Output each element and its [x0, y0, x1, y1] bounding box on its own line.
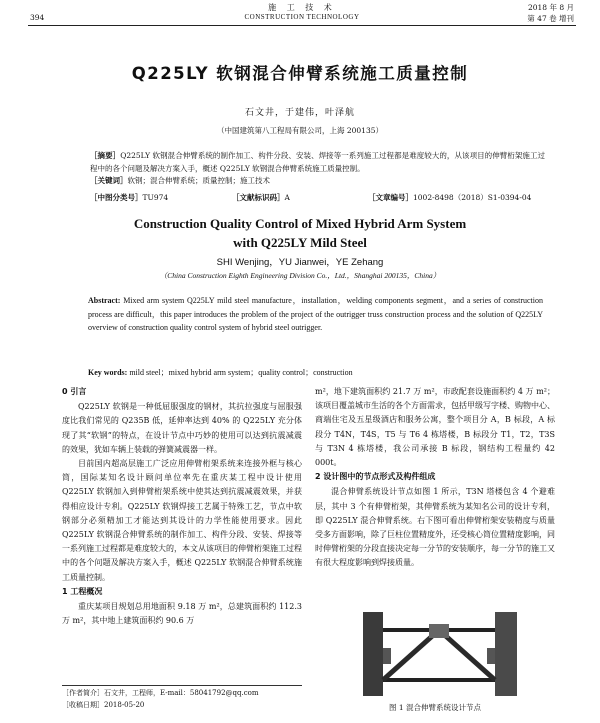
footnote-author: ［作者简介］石文井，工程师，E-mail：58041792@qq.com	[62, 689, 259, 697]
abstract-cn-label: ［摘要］	[90, 151, 121, 160]
issue-volume: 第 47 卷 增刊	[527, 14, 574, 23]
affiliation-cn: （中国建筑第八工程局有限公司，上海 200135）	[216, 126, 383, 135]
section-1-paragraph-1: 重庆某项目规划总用地面积 9.18 万 m²，总建筑面积约 112.3 万 m²，其中地上建筑面积约 90.6 万	[62, 602, 302, 626]
section-2-paragraph-1: 混合伸臂系统设计节点如图 1 所示，T3N 塔楼包含 4 个避难层，其中 3 个有伸臂桁架，其伸臂系统为某知名公司的设计专利，即 Q225LY 混合伸臂系统。右下图可看出伸臂桁架安装精度与质量受多方面影响，除了巨柱位置精度外，还受核心筒位置精度影响，同时伸臂桁架的分段直接决定每一分节的安装顺序，每一分节的施工又有很大程度影响到焊接质量。	[315, 487, 555, 568]
page-number: 394	[30, 13, 45, 22]
abstract-en-text: Mixed arm system Q225LY mild steel manufacture，installation，welding components segment，and a series of construction process are difficult，this paper introduces the problem of the project of the outrigger truss construction process and the solution of Q225LY overview of construction quality control system of hybrid steel outrigger.	[88, 296, 543, 332]
article-number: ［文章编号］1002-8498（2018）S1-0394-04	[368, 193, 532, 202]
journal-title-en: CONSTRUCTION TECHNOLOGY	[244, 13, 360, 21]
left-column	[62, 385, 302, 628]
keywords-en-label: Key words:	[88, 368, 128, 377]
article-title-cn: Q225LY 软钢混合伸臂系统施工质量控制	[131, 64, 469, 83]
issue-date: 2018 年 8 月	[527, 3, 574, 12]
affiliation-en: （China Construction Eighth Engineering Division Co.，Ltd.，Shanghai 200135，China）	[159, 271, 441, 280]
section-1-title: 1 工程概况	[62, 586, 103, 596]
mild-steel-damper-node	[429, 624, 449, 638]
core-wall-right	[495, 612, 517, 696]
clc-number: ［中图分类号］TU974	[90, 193, 169, 202]
section-0-paragraph-1: Q225LY 软钢是一种低屈服强度的钢材，其抗拉强度与屈服强度比我们常见的 Q235B 低，延伸率达到 40% 的 Q225LY 充分体现了其“软钢”的特点，在设计节点中巧妙的使用可以达到抗震减震的效果，犹如车辆上装载的弹簧减震器一样。	[62, 402, 302, 454]
abstract-en	[88, 294, 543, 335]
abstract-cn-text: Q225LY 软钢混合伸臂系统的制作加工、构件分段、安装、焊接等一系列施工过程都是难度较大的，从该项目的伸臂桁架施工过程中的各个问题及解决方案入手，概述 Q225LY 软钢混合伸臂系统施工质量控制。	[90, 151, 546, 173]
authors-cn: 石文井，于建伟，叶泽航	[244, 108, 355, 118]
figure-1-caption: 图 1 混合伸臂系统设计节点	[388, 703, 482, 712]
authors-en: SHI Wenjing，YU Jianwei，YE Zehang	[216, 257, 384, 268]
connection-plate-right	[487, 648, 495, 664]
abstract-en-label: Abstract:	[88, 296, 121, 305]
section-0-paragraph-2: 目前国内超高层施工广泛应用伸臂桁架系统来连接外框与核心筒，国际某知名设计顾问单位率先在重庆某工程中设计使用 Q225LY 软钢加入到伸臂桁架系统中使其达到抗震减震效果，并获得相应设计专利。Q225LY 软钢焊接工艺属于特殊工艺，节点中软钢部分必须精加工才能达到其设计的力学性能使用要求。因此 Q225LY 软钢混合伸臂系统的制作加工、构件分段、安装、焊接等一系列施工过程都是难度较大的，本文从该项目的伸臂桁架施工过程中的各个问题及解决方案入手，概述 Q225LY 软钢混合伸臂系统施工质量控制。	[62, 459, 302, 582]
mega-column-left	[363, 612, 383, 696]
right-column	[315, 385, 555, 571]
running-header	[28, 2, 576, 26]
article-title-en-line2: with Q225LY Mild Steel	[233, 235, 367, 250]
section-2-title: 2 设计图中的节点形式及构件组成	[315, 472, 436, 482]
journal-title-cn: 施 工 技 术	[268, 3, 336, 12]
section-0-title: 0 引言	[62, 387, 87, 396]
abstract-cn	[90, 150, 545, 188]
keywords-en-text: mild steel；mixed hybrid arm system；quality control；construction	[129, 368, 353, 377]
keywords-cn-label: ［关键词］	[90, 176, 128, 185]
footnote-received: ［收稿日期］2018-05-20	[62, 701, 145, 709]
connection-plate-left	[383, 648, 391, 664]
article-title-en	[0, 214, 600, 252]
section-1-paragraph-continued: m²，地下建筑面积约 21.7 万 m²，市政配套设施面积约 4 万 m²；该项目覆盖城市生活的各个方面需求，包括甲级写字楼、购物中心、商端住宅及五星级酒店和服务公寓，整个项目分 A，B 标段，A 标段分 T4N，T4S，T5 与 T6 4 栋塔楼，B 标段分 T1，T2，T3S 与 T3N 4 栋塔楼，我公司承接 B 标段，钢结构工程量约 42 000t。	[315, 387, 555, 468]
keywords-cn-text: 软钢；混合伸臂系统；质量控制；施工技术	[127, 176, 270, 185]
keywords-en	[88, 367, 543, 378]
footnote-divider	[62, 685, 302, 686]
article-title-en-line1: Construction Quality Control of Mixed Hybrid Arm System	[133, 216, 467, 231]
document-code: ［文献标识码］A	[232, 193, 290, 202]
figure-1-drawing	[345, 608, 535, 698]
